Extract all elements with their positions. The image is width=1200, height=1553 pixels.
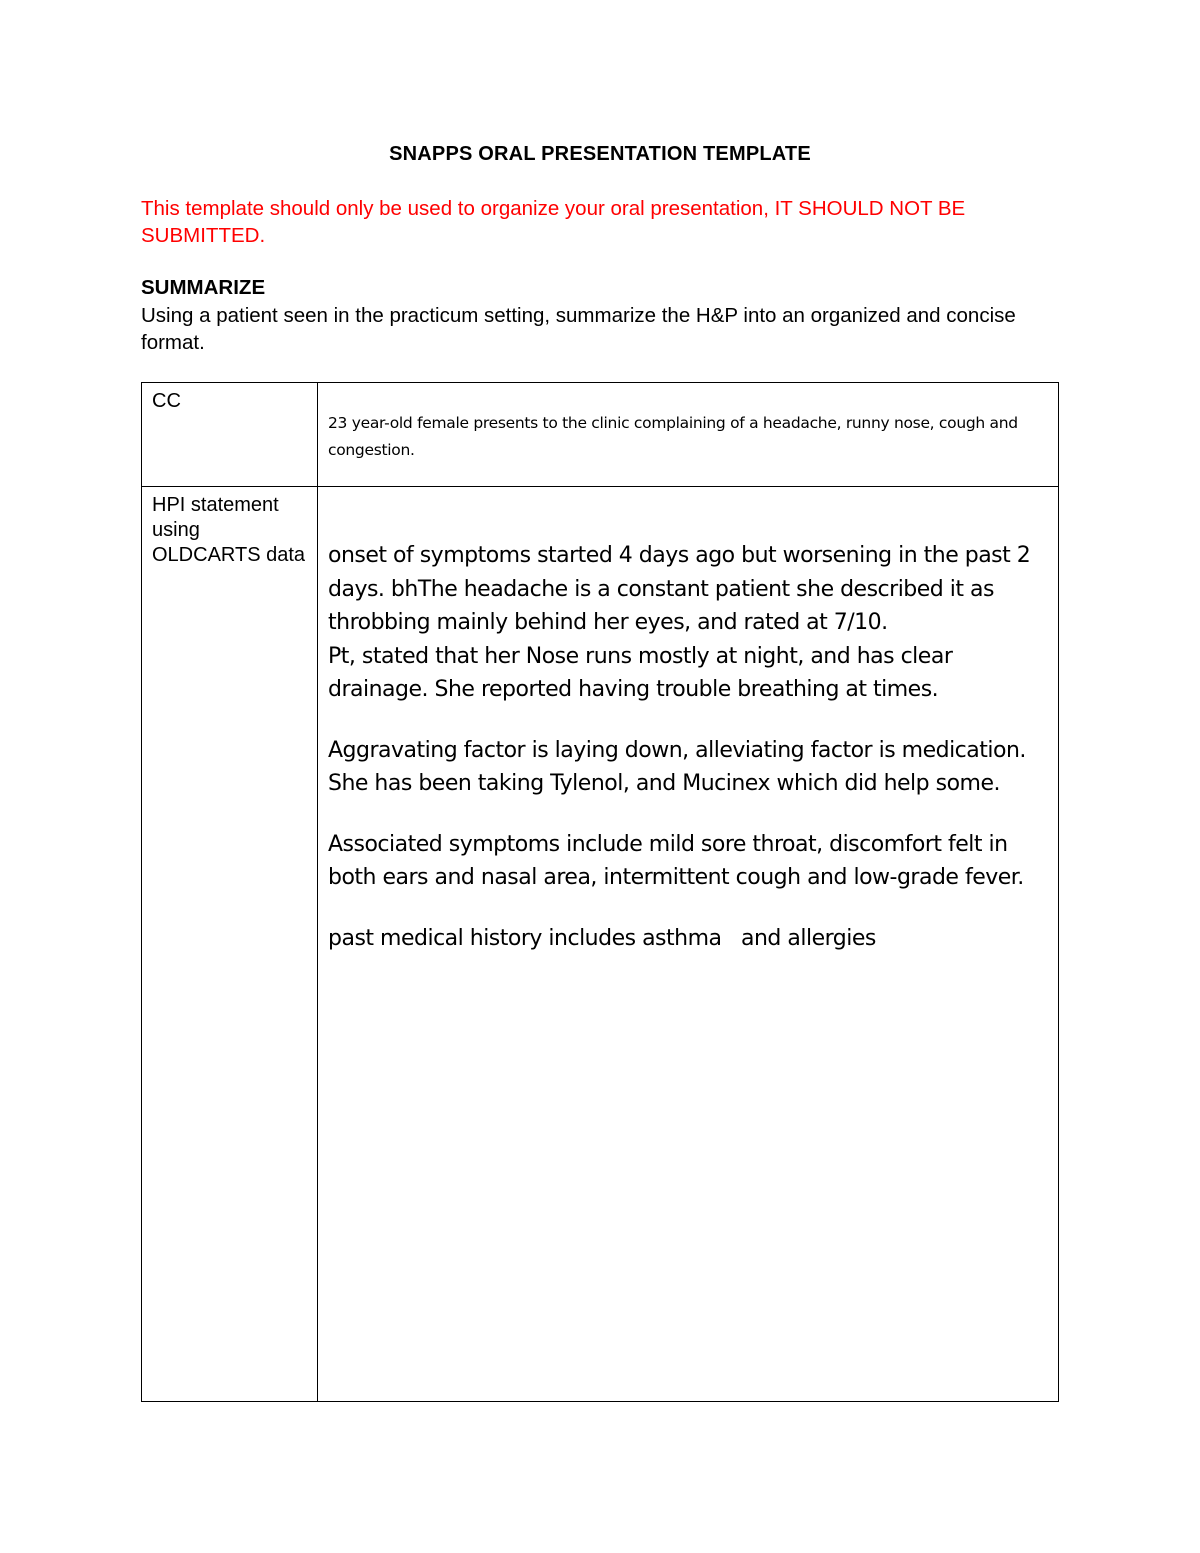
- hpi-paragraph-onset: onset of symptoms started 4 days ago but worsening in the past 2 days. bhThe headache is a constant patient she described it as throbbing mainly behind her eyes, and rated at 7/10. Pt, stated that her Nose runs mostly at night, and has clear drainage. She reported having trouble breathing at times.: [328, 543, 1031, 702]
- hpi-value-cell[interactable]: [318, 487, 1059, 1402]
- table-row-hpi: [142, 487, 1059, 1402]
- cc-value: 23 year-old female presents to the clinic complaining of a headache, runny nose, cough and congestion.: [328, 414, 1018, 459]
- section-heading-summarize: SUMMARIZE: [141, 276, 266, 299]
- warning-text: This template should only be used to organize your oral presentation, IT SHOULD NOT BE SUBMITTED.: [141, 197, 966, 247]
- hpi-label-cell: [142, 487, 318, 1402]
- cc-value-cell[interactable]: [318, 383, 1059, 487]
- hpi-paragraph-associated: Associated symptoms include mild sore throat, discomfort felt in both ears and nasal area, intermittent cough and low-grade fever.: [328, 831, 1024, 890]
- summary-table: [141, 382, 1059, 1402]
- hpi-paragraph-factors: Aggravating factor is laying down, alleviating factor is medication. She has been taking Tylenol, and Mucinex which did help some.: [328, 737, 1026, 796]
- instructions-text: Using a patient seen in the practicum setting, summarize the H&P into an organized and concise format.: [141, 304, 1016, 354]
- cc-label: CC: [152, 390, 181, 412]
- table-row-cc: [142, 383, 1059, 487]
- hpi-value: [318, 487, 1058, 955]
- hpi-paragraph-history: past medical history includes asthma and allergies: [328, 925, 876, 951]
- cc-label-cell: [142, 383, 318, 487]
- page-title: SNAPPS ORAL PRESENTATION TEMPLATE: [389, 143, 811, 165]
- hpi-label: HPI statement using OLDCARTS data: [152, 494, 306, 566]
